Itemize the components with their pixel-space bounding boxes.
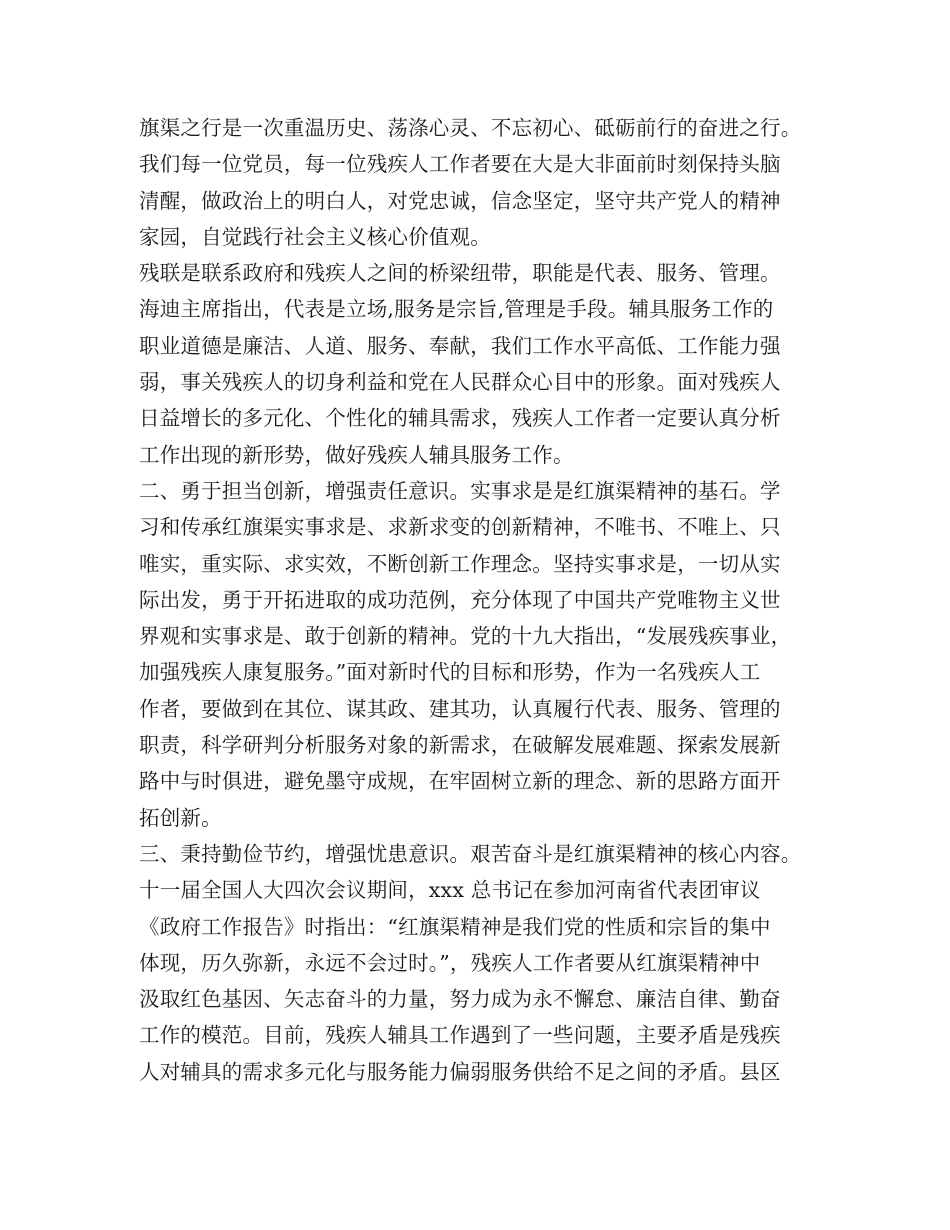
text-line: 日益增长的多元化、个性化的辅具需求，残疾人工作者一定要认真分析 bbox=[139, 406, 781, 431]
text-line: 界观和实事求是、敢于创新的精神。党的十九大指出，“发展残疾事业， bbox=[139, 624, 792, 649]
text-line: 旗渠之行是一次重温历史、荡涤心灵、不忘初心、砥砺前行的奋进之行。 bbox=[139, 116, 802, 140]
text-line: 习和传承红旗渠实事求是、求新求变的创新精神，不唯书、不唯上、只 bbox=[139, 515, 781, 540]
text-line: 汲取红色基因、矢志奋斗的力量，努力成为永不懈怠、廉洁自律、勤奋 bbox=[139, 987, 781, 1012]
text-line: 加强残疾人康复服务。”面对新时代的目标和形势，作为一名残疾人工 bbox=[139, 660, 761, 685]
text-line: 体现，历久弥新，永远不会过时。”，残疾人工作者要从红旗渠精神中 bbox=[139, 950, 761, 975]
text-line: 清醒，做政治上的明白人，对党忠诚，信念坚定，坚守共产党人的精神 bbox=[139, 188, 781, 213]
text-line: 拓创新。 bbox=[139, 805, 222, 830]
text-line: 家园，自觉践行社会主义核心价值观。 bbox=[139, 224, 491, 249]
text-line: 十一届全国人大四次会议期间，xxx 总书记在参加河南省代表团审议 bbox=[139, 878, 761, 903]
text-line: 际出发，勇于开拓进取的成功范例，充分体现了中国共产党唯物主义世 bbox=[139, 587, 781, 612]
text-line: 三、秉持勤俭节约，增强忧患意识。艰苦奋斗是红旗渠精神的核心内容。 bbox=[139, 841, 802, 866]
text-line: 工作出现的新形势，做好残疾人辅具服务工作。 bbox=[139, 442, 574, 467]
text-line: 人对辅具的需求多元化与服务能力偏弱服务供给不足之间的矛盾。县区 bbox=[139, 1059, 781, 1084]
text-line: 《政府工作报告》时指出：“红旗渠精神是我们党的性质和宗旨的集中 bbox=[139, 914, 771, 939]
document-body bbox=[139, 110, 829, 1090]
text-line: 唯实，重实际、求实效，不断创新工作理念。坚持实事求是，一切从实 bbox=[139, 551, 781, 576]
text-line: 作者，要做到在其位、谋其政、建其功，认真履行代表、服务、管理的 bbox=[139, 696, 781, 721]
text-line: 职责，科学研判分析服务对象的新需求，在破解发展难题、探索发展新 bbox=[139, 733, 781, 758]
text-line: 二、勇于担当创新，增强责任意识。实事求是是红旗渠精神的基石。学 bbox=[139, 478, 781, 503]
text-line: 弱，事关残疾人的切身利益和党在人民群众心目中的形象。面对残疾人 bbox=[139, 370, 781, 395]
text-line: 工作的模范。目前，残疾人辅具工作遇到了一些问题，主要矛盾是残疾 bbox=[139, 1023, 781, 1048]
text-line: 海迪主席指出，代表是立场,服务是宗旨,管理是手段。辅具服务工作的 bbox=[139, 297, 774, 322]
text-line: 职业道德是廉洁、人道、服务、奉献，我们工作水平高低、工作能力强 bbox=[139, 333, 781, 358]
text-line: 残联是联系政府和残疾人之间的桥梁纽带，职能是代表、服务、管理。 bbox=[139, 261, 781, 286]
text-line: 路中与时俱进，避免墨守成规，在牢固树立新的理念、新的思路方面开 bbox=[139, 769, 781, 794]
text-line: 我们每一位党员，每一位残疾人工作者要在大是大非面前时刻保持头脑 bbox=[139, 152, 781, 177]
